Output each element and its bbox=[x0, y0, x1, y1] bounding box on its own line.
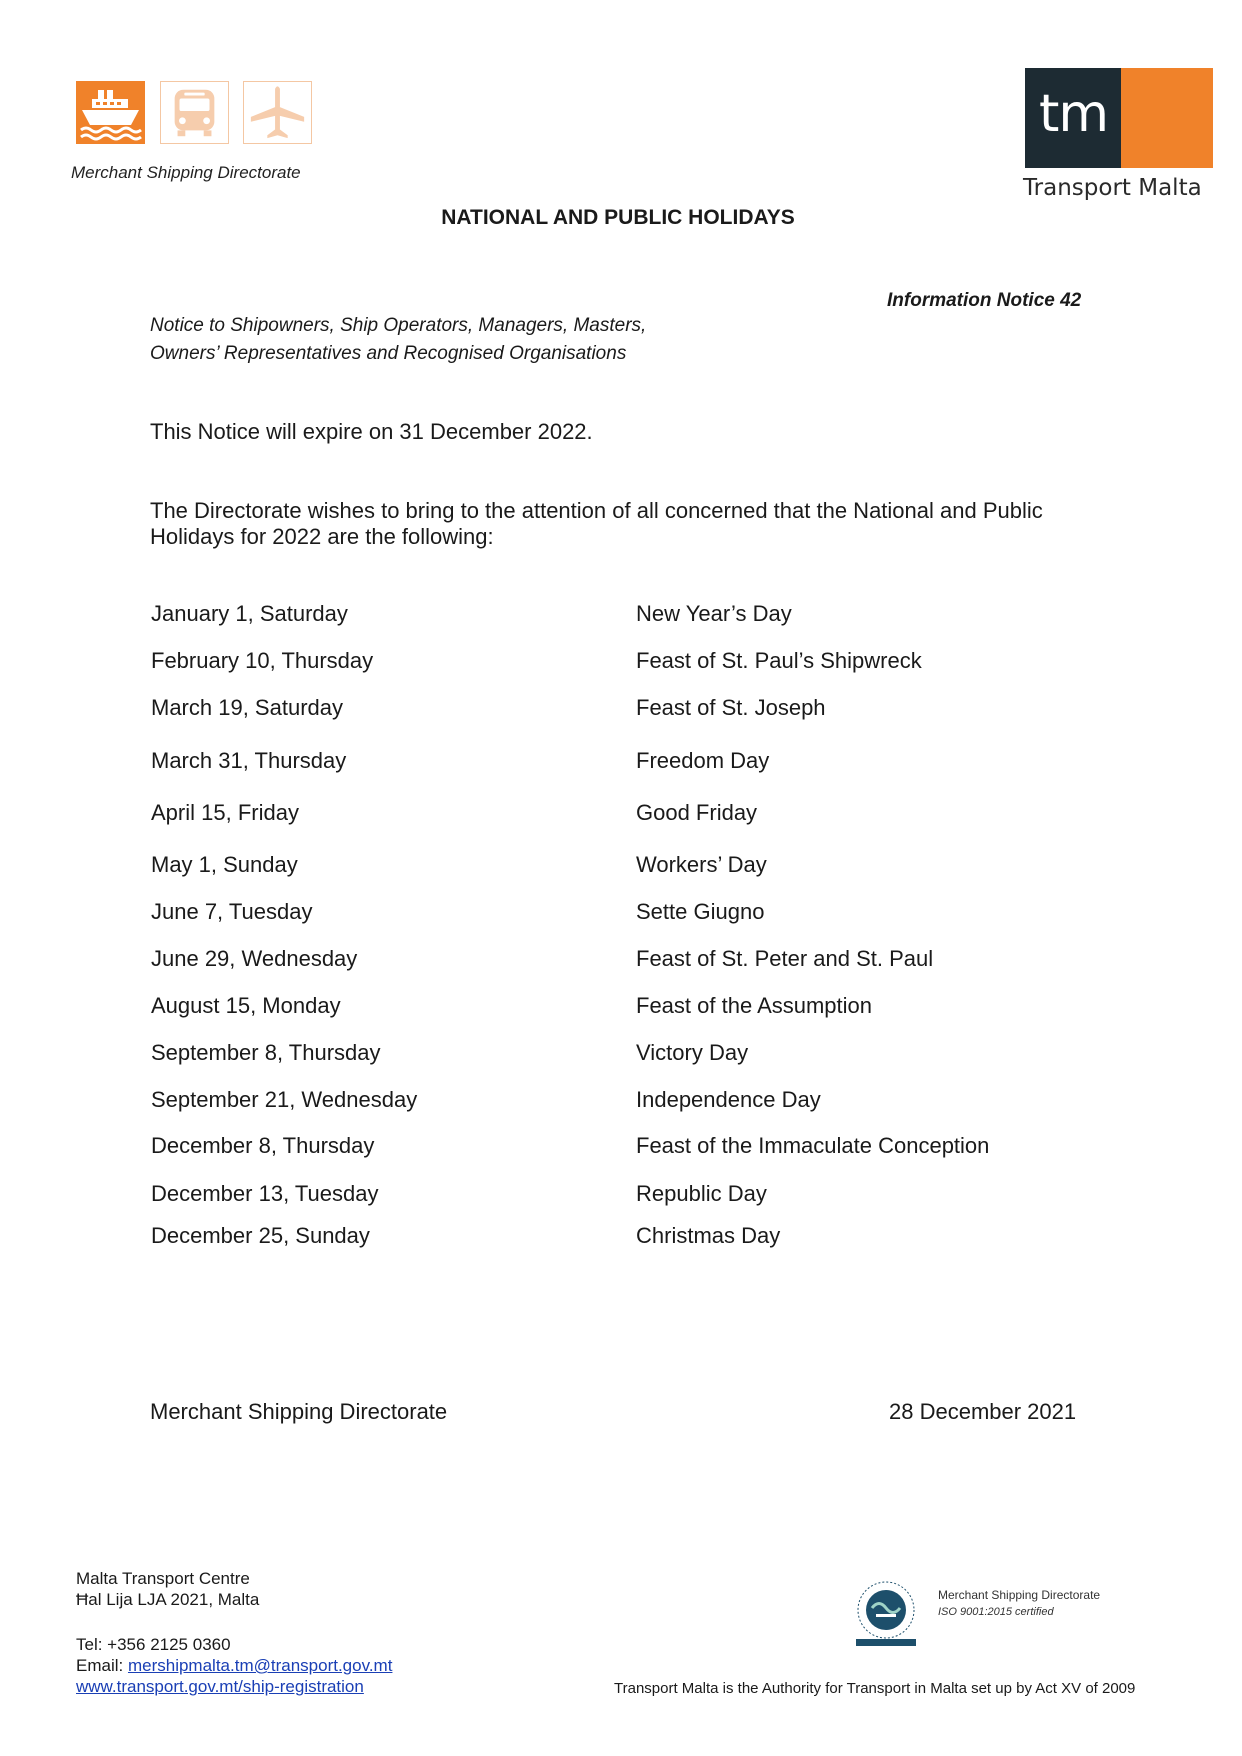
sign-off: Merchant Shipping Directorate bbox=[150, 1399, 448, 1424]
addressee-line: Owners’ Representatives and Recognised Organisations bbox=[150, 343, 627, 364]
sign-date: 28 December 2021 bbox=[889, 1399, 1077, 1424]
intro-text: The Directorate wishes to bring to the attention of all concerned that the National and Public Holidays for 2022 are the following: bbox=[150, 498, 1043, 549]
addressee-line: Notice to Shipowners, Ship Operators, Managers, Masters, bbox=[150, 315, 647, 336]
footer-website-link[interactable]: www.transport.gov.mt/ship-registration bbox=[76, 1677, 364, 1696]
holiday-date: August 15, Monday bbox=[151, 993, 341, 1018]
footer-address-line: Malta Transport Centre bbox=[76, 1569, 250, 1588]
quality-management-seal-icon bbox=[852, 1578, 920, 1648]
holiday-date: March 19, Saturday bbox=[151, 695, 343, 720]
transport-malta-logo bbox=[1025, 68, 1213, 168]
footer-website-line bbox=[76, 1677, 364, 1697]
directorate-caption: Merchant Shipping Directorate bbox=[71, 163, 301, 182]
holiday-name: Freedom Day bbox=[636, 748, 770, 773]
holiday-name: Feast of St. Joseph bbox=[636, 695, 826, 720]
holiday-date: May 1, Sunday bbox=[151, 852, 298, 877]
holiday-date: April 15, Friday bbox=[151, 800, 299, 825]
bus-icon bbox=[160, 81, 229, 144]
holiday-date: March 31, Thursday bbox=[151, 748, 347, 773]
holiday-date: February 10, Thursday bbox=[151, 648, 374, 673]
holiday-date: December 13, Tuesday bbox=[151, 1181, 379, 1206]
holiday-name: Christmas Day bbox=[636, 1223, 781, 1248]
footer-tel: Tel: +356 2125 0360 bbox=[76, 1635, 231, 1654]
holiday-date: June 7, Tuesday bbox=[151, 899, 313, 924]
footer-email-label: Email: bbox=[76, 1656, 128, 1675]
holiday-name: Victory Day bbox=[636, 1040, 749, 1065]
holiday-date: September 8, Thursday bbox=[151, 1040, 381, 1065]
notice-number: Information Notice 42 bbox=[887, 290, 1082, 311]
logo-letters: tm bbox=[1039, 84, 1109, 144]
cert-line: ISO 9001:2015 certified bbox=[938, 1606, 1054, 1618]
holiday-name: Workers’ Day bbox=[636, 852, 767, 877]
holiday-name: Sette Giugno bbox=[636, 899, 765, 924]
holiday-name: New Year’s Day bbox=[636, 601, 792, 626]
logo-orange-block bbox=[1121, 68, 1213, 168]
plane-icon bbox=[243, 81, 312, 144]
holiday-name: Feast of St. Paul’s Shipwreck bbox=[636, 648, 922, 673]
logo-dark-block bbox=[1025, 68, 1121, 168]
holiday-date: June 29, Wednesday bbox=[151, 946, 358, 971]
holiday-name: Good Friday bbox=[636, 800, 758, 825]
holiday-date: January 1, Saturday bbox=[151, 601, 348, 626]
holiday-date: September 21, Wednesday bbox=[151, 1087, 418, 1112]
cert-line: Merchant Shipping Directorate bbox=[938, 1588, 1101, 1602]
holiday-name: Feast of St. Peter and St. Paul bbox=[636, 946, 934, 971]
holiday-name: Republic Day bbox=[636, 1181, 767, 1206]
holiday-name: Independence Day bbox=[636, 1087, 821, 1112]
holiday-date: December 8, Thursday bbox=[151, 1133, 375, 1158]
expiry-text: This Notice will expire on 31 December 2022. bbox=[150, 419, 593, 444]
holiday-name: Feast of the Immaculate Conception bbox=[636, 1133, 990, 1158]
holiday-date: December 25, Sunday bbox=[151, 1223, 370, 1248]
footer-email-line bbox=[76, 1656, 392, 1676]
ship-icon bbox=[76, 81, 145, 144]
logo-name: Transport Malta bbox=[1023, 175, 1202, 201]
page-title: NATIONAL AND PUBLIC HOLIDAYS bbox=[441, 206, 795, 229]
authority-text: Transport Malta is the Authority for Transport in Malta set up by Act XV of 2009 bbox=[614, 1680, 1136, 1697]
footer-address-line: Ħal Lija LJA 2021, Malta bbox=[76, 1590, 260, 1609]
footer-email-link[interactable]: mershipmalta.tm@transport.gov.mt bbox=[127, 1656, 393, 1675]
holiday-name: Feast of the Assumption bbox=[636, 993, 873, 1018]
